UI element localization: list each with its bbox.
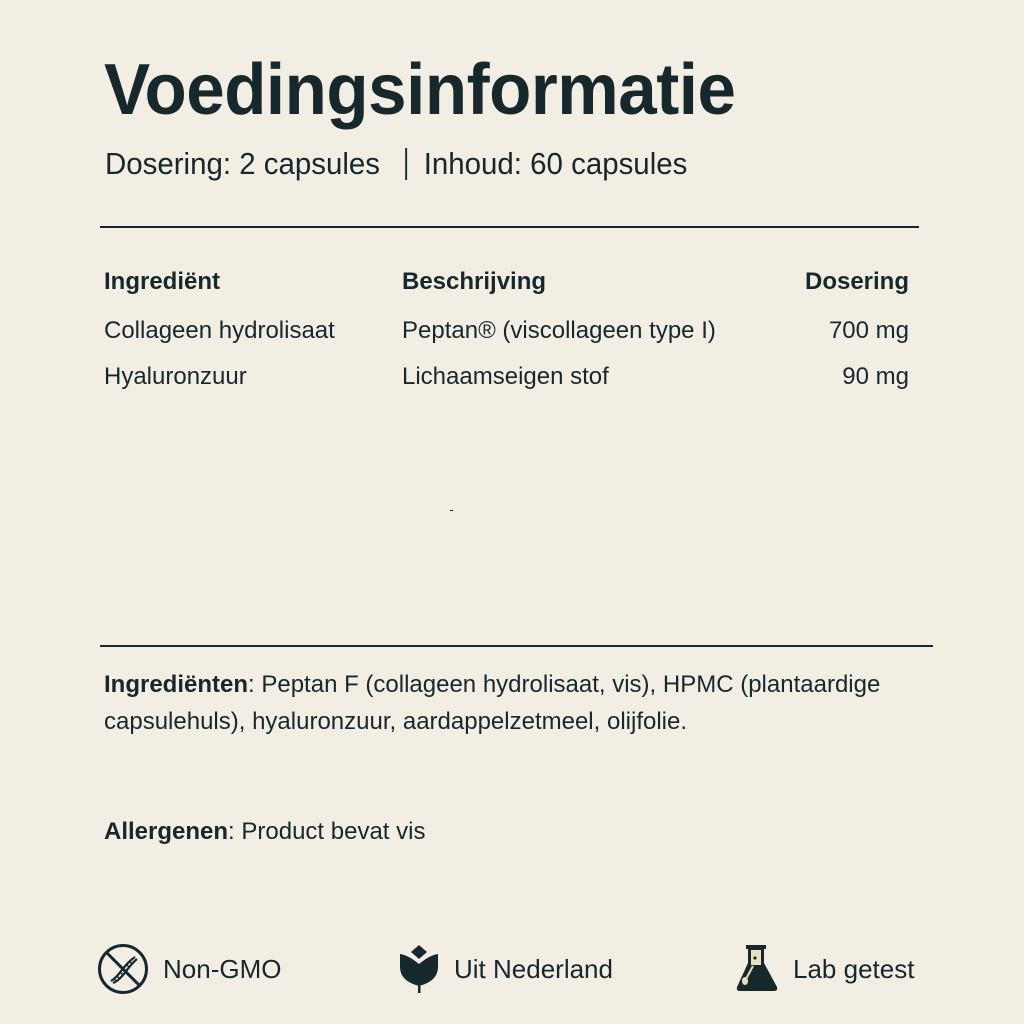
page-title: Voedingsinformatie (104, 50, 736, 130)
badge-label: Non-GMO (163, 953, 282, 984)
divider-top (100, 226, 919, 228)
badge-uit-nederland (398, 943, 613, 995)
lab-flask-icon (735, 943, 779, 995)
column-header-description: Beschrijving (402, 268, 547, 295)
subtitle (105, 144, 687, 184)
table-cell-dose: 700 mg (828, 317, 909, 344)
divider-bottom (100, 645, 933, 647)
dosage-info: Dosering: 2 capsules (105, 146, 381, 181)
badge-lab-getest (735, 943, 914, 995)
table-cell-dose: 90 mg (842, 363, 909, 390)
separator (405, 148, 407, 180)
table-cell-ingredient: Collageen hydrolisaat (104, 317, 335, 344)
stray-dot (450, 510, 453, 511)
allergens-text: : Product bevat vis (228, 818, 426, 845)
allergens-paragraph (104, 813, 894, 850)
non-gmo-dna-icon (97, 943, 149, 995)
tulip-icon (398, 943, 440, 995)
badge-non-gmo (97, 943, 281, 995)
badge-label: Uit Nederland (454, 953, 613, 984)
column-header-dose: Dosering (804, 268, 909, 295)
badge-label: Lab getest (793, 953, 915, 984)
table-cell-ingredient: Hyaluronzuur (104, 363, 247, 390)
ingredients-text: : Peptan F (collageen hydrolisaat, vis), HPMC (plantaardige capsulehuls), hyaluronzuur, aardappelzetmeel, olijfolie. (104, 671, 881, 735)
allergens-label: Allergenen (104, 818, 229, 845)
ingredients-label: Ingrediënten (104, 671, 249, 698)
ingredients-paragraph (104, 666, 894, 740)
table-cell-description: Peptan® (viscollageen type I) (402, 317, 716, 344)
contents-info: Inhoud: 60 capsules (423, 146, 688, 181)
column-header-ingredient: Ingrediënt (104, 268, 221, 295)
table-cell-description: Lichaamseigen stof (402, 363, 609, 390)
